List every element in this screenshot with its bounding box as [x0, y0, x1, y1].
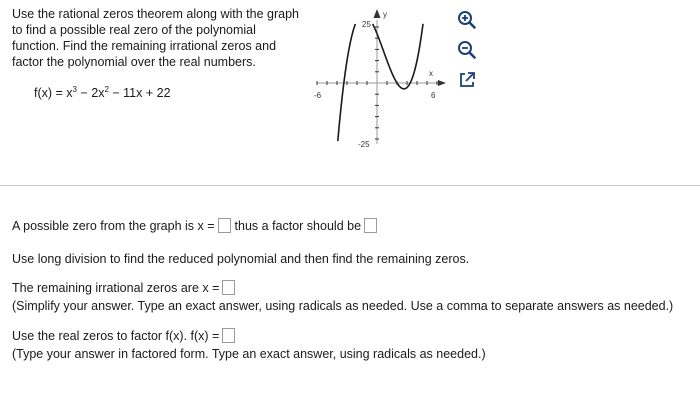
instruction-line: Use the rational zeros theorem along with the graph: [12, 7, 299, 21]
instructions: [12, 6, 312, 70]
question-text: Use long division to find the reduced polynomial and then find the remaining zeros.: [12, 252, 470, 266]
irrational-zeros-answer-box[interactable]: [222, 280, 235, 295]
question-irrational-zeros: [12, 280, 239, 295]
question-text: thus a factor should be: [234, 218, 362, 233]
zoom-in-button[interactable]: [456, 9, 478, 31]
function-expression: [34, 85, 171, 100]
zoom-in-icon: [457, 10, 477, 30]
y-axis-label: y: [383, 10, 387, 19]
question-text: A possible zero from the graph is x =: [12, 218, 215, 233]
y-min-label: -25: [358, 140, 370, 149]
open-in-new-window-icon: [458, 71, 476, 89]
question-possible-zero: [12, 218, 381, 233]
instruction-line: factor the polynomial over the real numbers.: [12, 55, 256, 69]
function-curve: [338, 24, 423, 141]
zoom-out-icon: [457, 40, 477, 60]
x-axis-arrow: [438, 80, 446, 86]
polynomial-graph: [305, 6, 453, 156]
instruction-line: function. Find the remaining irrational zeros and: [12, 39, 277, 53]
question-text: Use the real zeros to factor f(x). f(x) =: [12, 328, 220, 343]
section-divider: [0, 185, 700, 186]
zoom-out-button[interactable]: [456, 39, 478, 61]
instruction-line: to find a possible real zero of the polynomial: [12, 23, 256, 37]
function-lhs: f(x) = x: [34, 86, 73, 100]
x-min-label: -6: [314, 91, 322, 100]
x-axis-label: x: [429, 69, 433, 78]
zero-answer-box[interactable]: [218, 218, 231, 233]
graph-toolbar: [456, 9, 478, 91]
factored-form-answer-box[interactable]: [222, 328, 235, 343]
y-max-label: 25: [362, 20, 371, 29]
factor-note: (Type your answer in factored form. Type an exact answer, using radicals as needed.): [12, 347, 486, 361]
x-max-label: 6: [431, 91, 436, 100]
question-long-division: [12, 252, 469, 266]
y-axis-arrow: [374, 9, 381, 18]
irrational-zeros-note: (Simplify your answer. Type an exact answer, using radicals as needed. Use a comma to separate answers as needed.): [12, 299, 674, 313]
function-exponent-3: 3: [72, 85, 77, 94]
function-rest: − 11x + 22: [108, 86, 171, 100]
function-term-2: − 2x: [77, 86, 105, 100]
function-exponent-2: 2: [104, 85, 109, 94]
question-factor: [12, 328, 239, 343]
open-new-window-button[interactable]: [456, 69, 478, 91]
factor-answer-box[interactable]: [364, 218, 377, 233]
question-text: The remaining irrational zeros are x =: [12, 280, 220, 295]
